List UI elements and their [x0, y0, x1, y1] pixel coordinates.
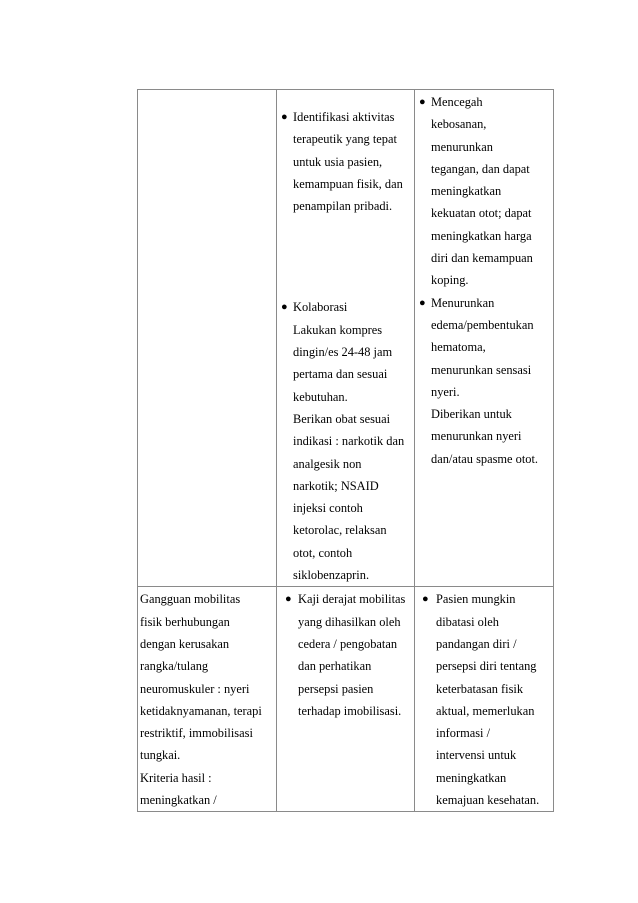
nursing-care-table [137, 89, 554, 812]
bullet-icon: ● [281, 301, 288, 314]
bullet-item: ● Identifikasi aktivitas terapeutik yang tepat untuk usia pasien, kemampuan fisik, dan penampilan pribadi. [277, 106, 414, 217]
bullet-icon: ● [422, 593, 429, 606]
bullet-item: ● Menurunkan edema/pembentukan hematoma, menurunkan sensasi nyeri. Diberikan untuk menurunkan nyeri dan/atau spasme otot. [415, 292, 553, 470]
bullet-icon: ● [281, 111, 288, 123]
intervention-cell [277, 90, 415, 587]
bullet-item: ● Kaji derajat mobilitas yang dihasilkan oleh cedera / pengobatan dan perhatikan persepsi pasien terhadap imobilisasi. [277, 588, 414, 722]
rationale-cell [415, 587, 554, 812]
table-row [138, 90, 554, 587]
bullet-item: ● Mencegah kebosanan, menurunkan tegangan, dan dapat meningkatkan kekuatan otot; dapat meningkatkan harga diri dan kemampuan koping. [415, 91, 553, 292]
bullet-icon: ● [419, 296, 426, 309]
rationale-cell [415, 90, 554, 587]
bullet-item: ● Pasien mungkin dibatasi oleh pandangan diri / persepsi diri tentang keterbatasan fisik aktual, memerlukan informasi / intervensi untuk meningkatkan kemajuan kesehatan. [415, 588, 553, 811]
intervention-cell [277, 587, 415, 812]
table-row [138, 587, 554, 812]
bullet-icon: ● [419, 96, 426, 108]
bullet-item: ● Kolaborasi Lakukan kompres dingin/es 24-48 jam pertama dan sesuai kebutuhan. Berikan obat sesuai indikasi : narkotik dan analgesik non narkotik; NSAID injeksi contoh ketorolac, relaksan otot, contoh siklobenzaprin. [277, 296, 414, 586]
empty-diagnosis-cell [138, 90, 277, 587]
bullet-icon: ● [285, 593, 292, 606]
diagnosis-cell: Gangguan mobilitas fisik berhubungan dengan kerusakan rangka/tulang neuromuskuler : nyeri ketidaknyamanan, terapi restriktif, immobilisasi tungkai. Kriteria hasil : meningkatkan / [138, 587, 277, 812]
